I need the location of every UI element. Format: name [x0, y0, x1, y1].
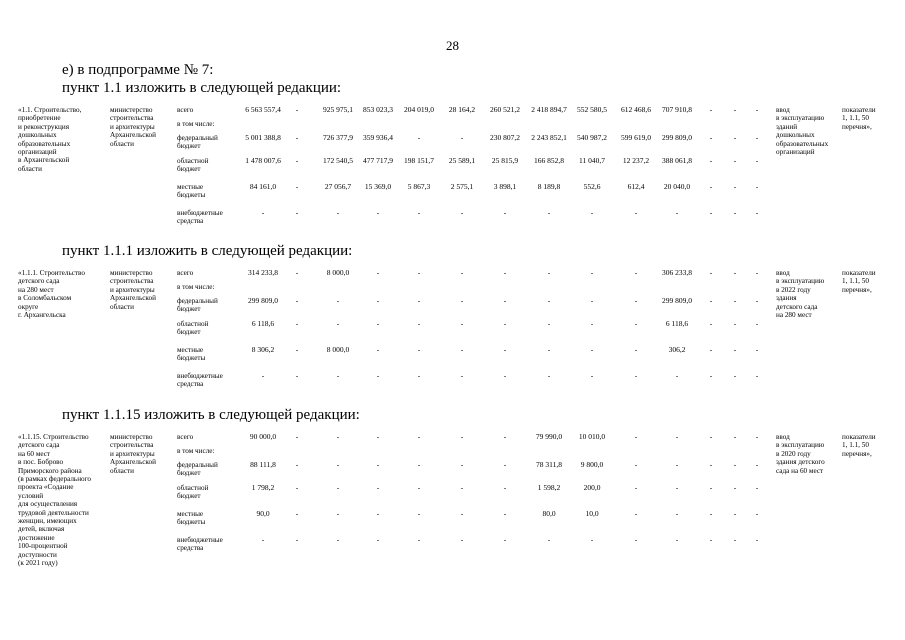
funding-value: - — [634, 535, 638, 544]
funding-value: 359 936,4 — [363, 133, 393, 142]
funding-value: - — [336, 535, 340, 544]
funding-value: 2 575,1 — [450, 182, 474, 191]
funding-value: 12 237,2 — [622, 156, 650, 165]
funding-value: - — [503, 483, 507, 492]
funding-value: - — [460, 133, 464, 142]
expected-result: ввод в эксплуатацию в 2020 году здания детского сада на 60 мест — [776, 433, 825, 475]
funding-value: - — [460, 345, 464, 354]
funding-value: - — [709, 208, 713, 217]
funding-value: 230 807,2 — [490, 133, 520, 142]
funding-value: - — [733, 509, 737, 518]
funding-value: - — [634, 296, 638, 305]
funding-value: 726 377,9 — [323, 133, 353, 142]
funding-value: 25 589,1 — [448, 156, 476, 165]
funding-value: 853 023,3 — [363, 105, 393, 114]
funding-value: - — [336, 371, 340, 380]
funding-value: 306,2 — [668, 345, 686, 354]
funding-value: - — [709, 509, 713, 518]
funding-value: - — [376, 535, 380, 544]
funding-value: - — [376, 208, 380, 217]
funding-value: - — [503, 319, 507, 328]
funding-source: внебюджетные средства — [177, 372, 223, 389]
funding-value: - — [755, 460, 759, 469]
funding-value: 8 306,2 — [251, 345, 275, 354]
funding-value: 612 468,6 — [621, 105, 651, 114]
funding-value: - — [590, 319, 594, 328]
funding-value: - — [709, 432, 713, 441]
funding-value: - — [634, 208, 638, 217]
funding-value: - — [503, 432, 507, 441]
funding-value: - — [755, 345, 759, 354]
funding-value: - — [460, 535, 464, 544]
funding-source: федеральный бюджет — [177, 461, 218, 478]
funding-value: - — [675, 460, 679, 469]
funding-value: - — [336, 509, 340, 518]
executor: министерство строительства и архитектуры Архангельской области — [110, 106, 156, 148]
funding-value: - — [709, 371, 713, 380]
funding-value: - — [590, 371, 594, 380]
funding-value: - — [590, 208, 594, 217]
funding-value: - — [417, 268, 421, 277]
funding-value: - — [634, 345, 638, 354]
funding-value: - — [503, 268, 507, 277]
funding-value: - — [460, 208, 464, 217]
executor: министерство строительства и архитектуры Архангельской области — [110, 433, 156, 475]
funding-value: - — [295, 483, 299, 492]
funding-value: - — [295, 182, 299, 191]
funding-value: 2 418 894,7 — [531, 105, 567, 114]
funding-value: - — [261, 535, 265, 544]
funding-value: - — [755, 156, 759, 165]
funding-value: 166 852,8 — [534, 156, 564, 165]
measure-name: «1.1.15. Строительство детского сада на 60 мест в пос. Боброво Приморского района (в рамках федерального проекта «Содание условий для осуществления трудовой деятельности женщин, имеющих детей, включая достижение 100-процентной доступности (к 2021 году) — [18, 433, 91, 568]
funding-value: 707 910,8 — [662, 105, 692, 114]
funding-value: - — [336, 208, 340, 217]
funding-value: - — [547, 268, 551, 277]
funding-value: 8 189,8 — [537, 182, 561, 191]
funding-value: - — [709, 345, 713, 354]
funding-value: 88 111,8 — [250, 460, 276, 469]
funding-value: - — [733, 208, 737, 217]
funding-value: - — [295, 156, 299, 165]
funding-value: - — [675, 432, 679, 441]
funding-value: - — [709, 460, 713, 469]
funding-value: - — [295, 319, 299, 328]
funding-value: - — [675, 509, 679, 518]
funding-value: - — [590, 535, 594, 544]
funding-value: - — [590, 268, 594, 277]
funding-value: - — [503, 345, 507, 354]
funding-value: - — [547, 535, 551, 544]
funding-value: - — [755, 296, 759, 305]
funding-value: - — [336, 460, 340, 469]
funding-source: местные бюджеты — [177, 183, 206, 200]
funding-value: - — [460, 319, 464, 328]
funding-value: - — [675, 535, 679, 544]
section-heading: пункт 1.1 изложить в следующей редакции: — [62, 80, 342, 96]
funding-value: - — [733, 156, 737, 165]
funding-value: - — [709, 268, 713, 277]
expected-result: ввод в эксплуатацию в 2022 году здания детского сада на 280 мест — [776, 269, 825, 320]
funding-value: - — [295, 509, 299, 518]
funding-value: 5 001 388,8 — [245, 133, 281, 142]
funding-value: - — [755, 509, 759, 518]
funding-value: 6 118,6 — [251, 319, 275, 328]
funding-value: - — [376, 483, 380, 492]
funding-value: 2 243 852,1 — [531, 133, 567, 142]
funding-value: - — [709, 483, 713, 492]
funding-value: - — [547, 319, 551, 328]
funding-source: в том числе: — [177, 447, 215, 455]
funding-value: 552,6 — [583, 182, 601, 191]
funding-value: - — [261, 208, 265, 217]
funding-value: 314 233,8 — [248, 268, 278, 277]
funding-value: - — [417, 483, 421, 492]
funding-value: - — [755, 535, 759, 544]
funding-value: - — [733, 268, 737, 277]
funding-value: - — [376, 296, 380, 305]
funding-value: 10 010,0 — [578, 432, 606, 441]
funding-value: - — [460, 483, 464, 492]
funding-value: 6 118,6 — [665, 319, 689, 328]
funding-value: - — [503, 535, 507, 544]
funding-value: - — [417, 208, 421, 217]
funding-source: в том числе: — [177, 283, 215, 291]
funding-value: - — [460, 371, 464, 380]
funding-value: - — [755, 182, 759, 191]
funding-value: 299 809,0 — [662, 133, 692, 142]
funding-source: федеральный бюджет — [177, 134, 218, 151]
executor: министерство строительства и архитектуры Архангельской области — [110, 269, 156, 311]
funding-value: 1 798,2 — [251, 483, 275, 492]
funding-value: 80,0 — [542, 509, 556, 518]
funding-value: - — [295, 432, 299, 441]
funding-value: - — [376, 319, 380, 328]
funding-value: - — [709, 319, 713, 328]
funding-value: 260 521,2 — [490, 105, 520, 114]
funding-value: - — [733, 105, 737, 114]
funding-value: - — [295, 460, 299, 469]
funding-value: 388 061,8 — [662, 156, 692, 165]
funding-value: 11 040,7 — [579, 156, 605, 165]
page-number: 28 — [446, 38, 459, 53]
funding-value: - — [709, 182, 713, 191]
funding-value: 540 987,2 — [577, 133, 607, 142]
funding-value: - — [733, 319, 737, 328]
funding-value: 3 898,1 — [493, 182, 517, 191]
funding-value: - — [295, 535, 299, 544]
funding-value: - — [417, 460, 421, 469]
funding-value: - — [503, 371, 507, 380]
funding-value: 10,0 — [585, 509, 599, 518]
funding-value: - — [755, 208, 759, 217]
funding-value: - — [634, 483, 638, 492]
funding-value: - — [709, 535, 713, 544]
intro-line: е) в подпрограмме № 7: — [62, 62, 214, 78]
funding-value: 8 000,0 — [326, 268, 350, 277]
funding-value: 28 164,2 — [448, 105, 476, 114]
funding-value: - — [417, 432, 421, 441]
measure-name: «1.1. Строительство, приобретение и реконструкция дошкольных образовательных организаций в Архангельской области — [18, 106, 82, 173]
funding-value: - — [733, 483, 737, 492]
funding-value: - — [547, 296, 551, 305]
funding-value: - — [675, 371, 679, 380]
funding-source: местные бюджеты — [177, 346, 206, 363]
funding-value: - — [417, 296, 421, 305]
funding-value: - — [733, 535, 737, 544]
funding-value: - — [590, 345, 594, 354]
funding-value: - — [336, 296, 340, 305]
funding-value: - — [417, 535, 421, 544]
funding-source: внебюджетные средства — [177, 536, 223, 553]
funding-value: - — [709, 296, 713, 305]
funding-value: - — [733, 432, 737, 441]
funding-value: 20 040,0 — [663, 182, 691, 191]
funding-value: - — [733, 182, 737, 191]
funding-value: - — [295, 105, 299, 114]
funding-value: 90 000,0 — [249, 432, 277, 441]
funding-value: - — [417, 319, 421, 328]
funding-value: - — [376, 345, 380, 354]
funding-value: 552 580,5 — [577, 105, 607, 114]
funding-value: - — [336, 483, 340, 492]
funding-value: - — [634, 432, 638, 441]
funding-source: всего — [177, 106, 194, 114]
funding-value: - — [376, 509, 380, 518]
funding-value: - — [733, 296, 737, 305]
funding-value: - — [755, 432, 759, 441]
funding-value: - — [634, 509, 638, 518]
funding-value: - — [460, 268, 464, 277]
funding-value: 306 233,8 — [662, 268, 692, 277]
funding-value: - — [634, 319, 638, 328]
funding-value: 90,0 — [256, 509, 270, 518]
funding-value: 84 161,0 — [249, 182, 277, 191]
funding-value: 200,0 — [583, 483, 601, 492]
funding-source: областной бюджет — [177, 320, 209, 337]
funding-value: - — [376, 268, 380, 277]
funding-value: - — [590, 296, 594, 305]
funding-value: 6 563 557,4 — [245, 105, 281, 114]
funding-value: 198 151,7 — [404, 156, 434, 165]
funding-value: - — [547, 345, 551, 354]
funding-value: - — [295, 208, 299, 217]
funding-value: - — [261, 371, 265, 380]
funding-value: 79 990,0 — [535, 432, 563, 441]
funding-value: - — [733, 460, 737, 469]
funding-value: - — [755, 133, 759, 142]
funding-value: - — [460, 460, 464, 469]
funding-value: - — [733, 345, 737, 354]
funding-value: - — [733, 371, 737, 380]
funding-value: - — [675, 483, 679, 492]
funding-value: - — [376, 460, 380, 469]
funding-value: - — [460, 509, 464, 518]
funding-value: - — [503, 509, 507, 518]
funding-value: - — [709, 105, 713, 114]
funding-value: - — [295, 371, 299, 380]
indicator-reference: показатели 1, 1.1, 50 перечня», — [842, 433, 876, 458]
funding-value: - — [503, 208, 507, 217]
funding-value: 8 000,0 — [326, 345, 350, 354]
funding-value: 612,4 — [627, 182, 645, 191]
indicator-reference: показатели 1, 1.1, 50 перечня», — [842, 269, 876, 294]
funding-value: - — [503, 296, 507, 305]
funding-value: - — [755, 319, 759, 328]
funding-value: 5 867,3 — [407, 182, 431, 191]
funding-value: - — [503, 460, 507, 469]
funding-value: - — [733, 133, 737, 142]
funding-value: - — [295, 296, 299, 305]
funding-value: - — [417, 345, 421, 354]
funding-value: - — [336, 432, 340, 441]
funding-source: всего — [177, 433, 194, 441]
indicator-reference: показатели 1, 1.1, 50 перечня», — [842, 106, 876, 131]
funding-value: 15 369,0 — [364, 182, 392, 191]
funding-value: - — [755, 483, 759, 492]
funding-value: 9 800,0 — [580, 460, 604, 469]
measure-name: «1.1.1. Строительство детского сада на 280 мест в Соломбальском округе г. Архангельска — [18, 269, 85, 320]
funding-value: - — [634, 268, 638, 277]
funding-value: - — [460, 432, 464, 441]
funding-value: 27 056,7 — [324, 182, 352, 191]
funding-value: - — [295, 268, 299, 277]
funding-value: 477 717,9 — [363, 156, 393, 165]
funding-value: - — [376, 371, 380, 380]
funding-source: областной бюджет — [177, 157, 209, 174]
funding-value: - — [295, 345, 299, 354]
funding-value: - — [755, 371, 759, 380]
expected-result: ввод в эксплуатацию зданий дошкольных образовательных организаций — [776, 106, 829, 157]
funding-value: 1 478 007,6 — [245, 156, 281, 165]
funding-value: 599 619,0 — [621, 133, 651, 142]
funding-source: внебюджетные средства — [177, 209, 223, 226]
funding-value: - — [755, 105, 759, 114]
funding-source: в том числе: — [177, 120, 215, 128]
funding-source: местные бюджеты — [177, 510, 206, 527]
funding-value: - — [634, 371, 638, 380]
section-heading: пункт 1.1.15 изложить в следующей редакции: — [62, 407, 360, 423]
funding-value: - — [547, 371, 551, 380]
funding-value: - — [336, 319, 340, 328]
funding-value: 299 809,0 — [248, 296, 278, 305]
funding-value: 172 540,5 — [323, 156, 353, 165]
funding-value: - — [417, 509, 421, 518]
funding-value: 78 311,8 — [536, 460, 562, 469]
funding-value: - — [709, 133, 713, 142]
funding-value: 1 598,2 — [537, 483, 561, 492]
funding-value: 204 019,0 — [404, 105, 434, 114]
funding-value: - — [417, 133, 421, 142]
funding-value: - — [376, 432, 380, 441]
funding-source: всего — [177, 269, 194, 277]
funding-value: 925 975,1 — [323, 105, 353, 114]
funding-value: 25 815,9 — [491, 156, 519, 165]
funding-source: федеральный бюджет — [177, 297, 218, 314]
funding-value: - — [675, 208, 679, 217]
funding-value: - — [295, 133, 299, 142]
funding-value: - — [547, 208, 551, 217]
section-heading: пункт 1.1.1 изложить в следующей редакции: — [62, 243, 353, 259]
funding-value: - — [755, 268, 759, 277]
funding-value: - — [709, 156, 713, 165]
funding-value: - — [634, 460, 638, 469]
funding-value: - — [460, 296, 464, 305]
funding-value: 299 809,0 — [662, 296, 692, 305]
funding-source: областной бюджет — [177, 484, 209, 501]
funding-value: - — [417, 371, 421, 380]
